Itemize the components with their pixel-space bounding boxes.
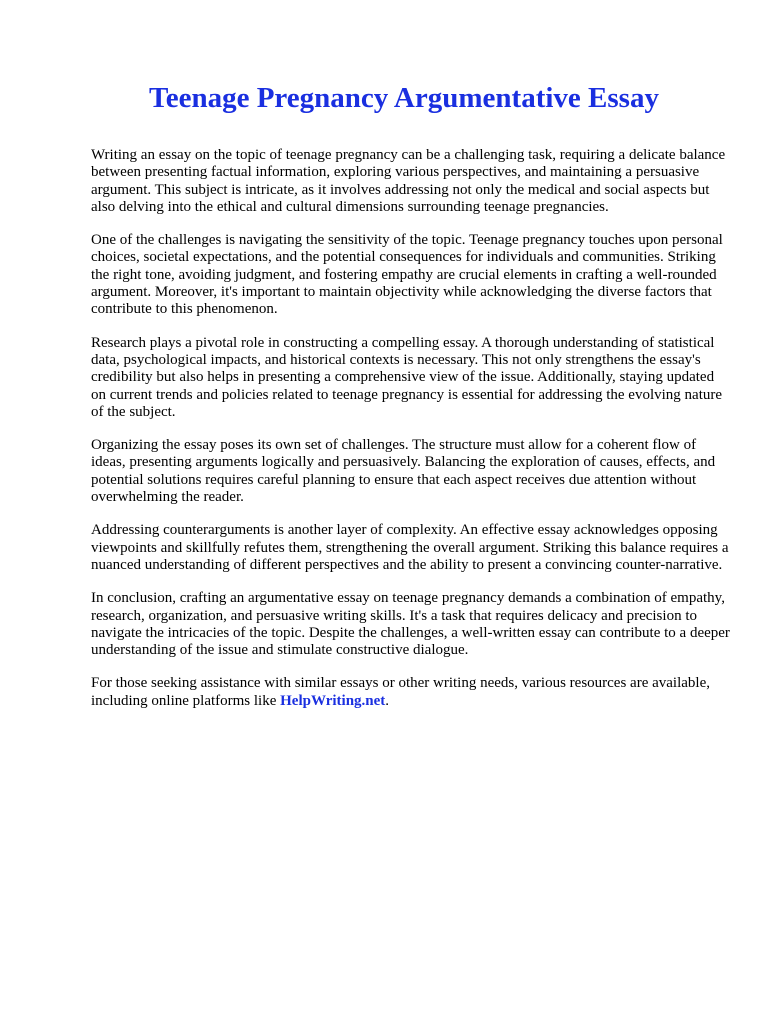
paragraph-1: Writing an essay on the topic of teenage pregnancy can be a challenging task, requiring a delicate balance between presenting factual information, exploring various perspectives, and maintaining a persuasive argument. This subject is intricate, as it involves addressing not only the medical and social aspects but also delving into the ethical and cultural dimensions surrounding teenage pregnancies. — [91, 147, 726, 215]
paragraph-6: In conclusion, crafting an argumentative essay on teenage pregnancy demands a combination of empathy, research, organization, and persuasive writing skills. It's a task that requires delicacy and precision to navigate the intricacies of the topic. Despite the challenges, a well-written essay can contribute to a deeper understanding of the issue and stimulate constructive dialogue. — [91, 590, 730, 659]
paragraph-2: One of the challenges is navigating the sensitivity of the topic. Teenage pregnancy touches upon personal choices, societal expectations, and the potential consequences for individuals and communities. Striking the right tone, avoiding judgment, and fostering empathy are crucial elements in crafting a well-rounded argument. Moreover, it's important to maintain objectivity while acknowledging the diverse factors that contribute to this phenomenon. — [91, 232, 723, 318]
paragraph-7-suffix: . — [385, 692, 390, 709]
paragraph-7-text: For those seeking assistance with similar essays or other writing needs, various resources are available, including online platforms like — [91, 675, 710, 709]
paragraph-3: Research plays a pivotal role in constructing a compelling essay. A thorough understanding of statistical data, psychological impacts, and historical contexts is necessary. This not only strengthens the essay's credibility but also helps in presenting a comprehensive view of the issue. Additionally, staying updated on current trends and policies related to teenage pregnancy is essential for addressing the evolving nature of the subject. — [91, 334, 723, 420]
paragraph-4: Organizing the essay poses its own set of challenges. The structure must allow for a coherent flow of ideas, presenting arguments logically and persuasively. Balancing the exploration of causes, effects, and potential solutions requires careful planning to ensure that each aspect receives due attention without overwhelming the reader. — [91, 437, 716, 506]
page-title: Teenage Pregnancy Argumentative Essay — [149, 82, 659, 114]
paragraph-7 — [91, 675, 731, 710]
essay-body — [91, 147, 731, 726]
paragraph-5: Addressing counterarguments is another layer of complexity. An effective essay acknowledges opposing viewpoints and skillfully refutes them, strengthening the overall argument. Striking this balance requires a nuanced understanding of different perspectives and the ability to present a convincing counter-narrative. — [91, 522, 729, 573]
helpwriting-link[interactable]: HelpWriting.net — [280, 692, 386, 709]
